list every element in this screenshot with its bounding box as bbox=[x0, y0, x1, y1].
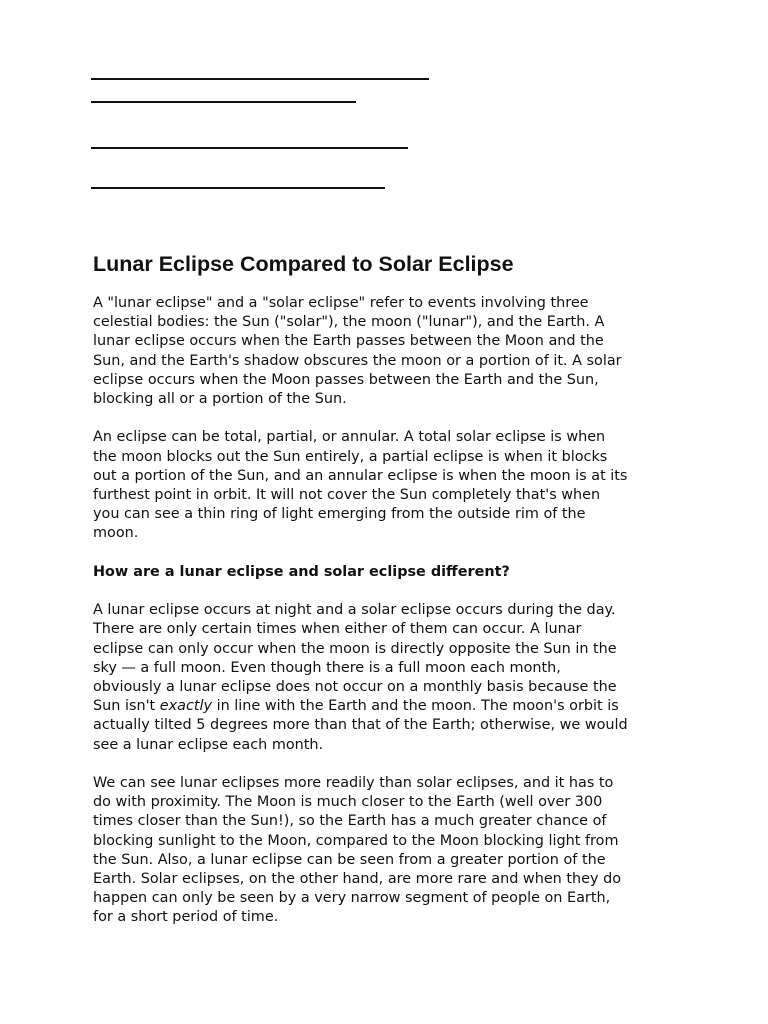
blank-underline bbox=[91, 147, 408, 149]
paragraph-differences bbox=[93, 601, 693, 755]
text-line: do with proximity. The Moon is much closer to the Earth (well over 300 bbox=[93, 794, 603, 811]
paragraph-intro bbox=[93, 294, 693, 409]
text-line: you can see a thin ring of light emerging from the outside rim of the bbox=[93, 506, 586, 523]
article-title: Lunar Eclipse Compared to Solar Eclipse bbox=[93, 252, 514, 276]
text-line: obviously a lunar eclipse does not occur on a monthly basis because the bbox=[93, 679, 617, 696]
text-line: the Sun. Also, a lunar eclipse can be seen from a greater portion of the bbox=[93, 851, 606, 868]
text-line: An eclipse can be total, partial, or annular. A total solar eclipse is when bbox=[93, 429, 606, 446]
text-line: A lunar eclipse occurs at night and a solar eclipse occurs during the day. bbox=[93, 602, 616, 619]
text-line: blocking all or a portion of the Sun. bbox=[93, 391, 347, 408]
text-line: happen can only be seen by a very narrow segment of people on Earth, bbox=[93, 890, 611, 907]
text-line: for a short period of time. bbox=[93, 909, 279, 926]
paragraph-proximity bbox=[93, 774, 693, 928]
text-line: furthest point in orbit. It will not cover the Sun completely that's when bbox=[93, 487, 601, 504]
text-fragment: Sun isn't bbox=[93, 698, 160, 715]
blank-underline bbox=[91, 78, 429, 80]
text-line: eclipse occurs when the Moon passes between the Earth and the Sun, bbox=[93, 371, 599, 388]
text-line: There are only certain times when either of them can occur. A lunar bbox=[93, 621, 582, 638]
emphasized-word: exactly bbox=[159, 698, 213, 715]
text-line: the moon blocks out the Sun entirely, a partial eclipse is when it blocks bbox=[93, 448, 608, 465]
text-line: blocking sunlight to the Moon, compared to the Moon blocking light from bbox=[93, 832, 619, 849]
text-line: Earth. Solar eclipses, on the other hand, are more rare and when they do bbox=[93, 871, 622, 888]
text-line: actually tilted 5 degrees more than that of the Earth; otherwise, we would bbox=[93, 717, 628, 734]
text-line: sky — a full moon. Even though there is a full moon each month, bbox=[93, 659, 561, 676]
text-line: celestial bodies: the Sun ("solar"), the moon ("lunar"), and the Earth. A bbox=[93, 314, 605, 331]
article-body bbox=[93, 250, 693, 947]
text-line: moon. bbox=[93, 525, 139, 542]
text-line: A "lunar eclipse" and a "solar eclipse" refer to events involving three bbox=[93, 295, 589, 311]
section-subheading: How are a lunar eclipse and solar eclipse different? bbox=[93, 563, 510, 580]
blank-underline bbox=[91, 187, 385, 189]
text-line: see a lunar eclipse each month. bbox=[93, 736, 324, 753]
text-line: out a portion of the Sun, and an annular eclipse is when the moon is at its bbox=[93, 467, 628, 484]
text-line: We can see lunar eclipses more readily than solar eclipses, and it has to bbox=[93, 775, 614, 792]
text-line: eclipse can only occur when the moon is directly opposite the Sun in the bbox=[93, 640, 617, 657]
text-line: Sun, and the Earth's shadow obscures the moon or a portion of it. A solar bbox=[93, 352, 622, 369]
text-line-with-emphasis bbox=[93, 697, 693, 716]
text-line: times closer than the Sun!), so the Earth has a much greater chance of bbox=[93, 813, 607, 830]
blank-underline bbox=[91, 101, 356, 103]
text-line: lunar eclipse occurs when the Earth passes between the Moon and the bbox=[93, 333, 604, 350]
paragraph-eclipse-types bbox=[93, 428, 693, 543]
text-fragment: in line with the Earth and the moon. The moon's orbit is bbox=[212, 698, 619, 715]
